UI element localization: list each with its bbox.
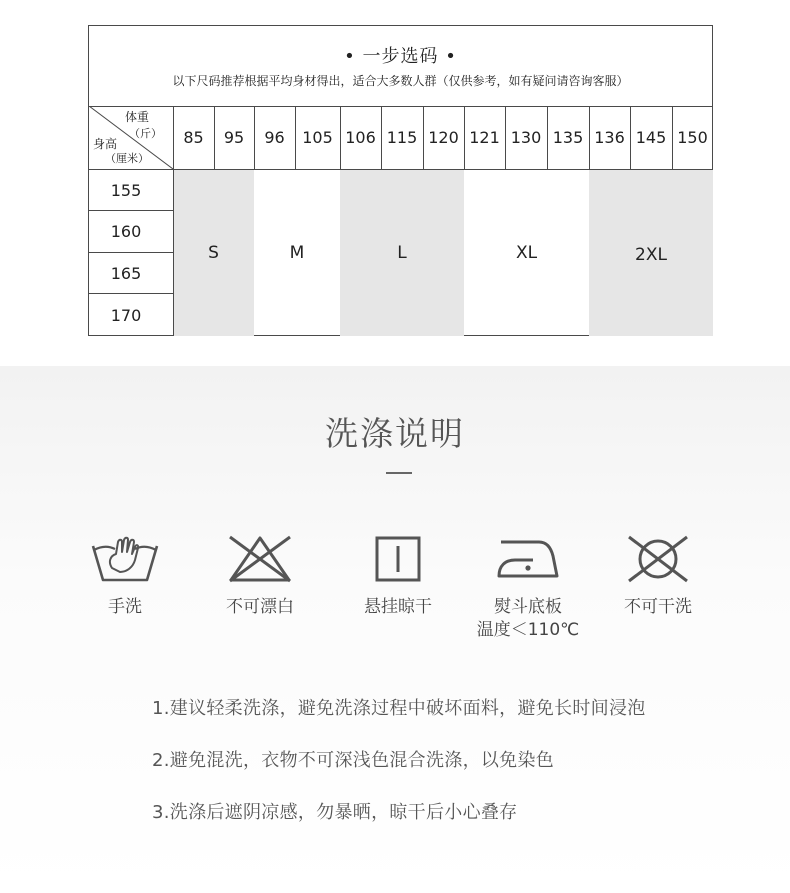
care-item-no-bleach	[195, 534, 325, 619]
no-bleach-icon	[227, 534, 293, 584]
care-item-no-dry-clean	[593, 534, 723, 619]
weight-header: 120	[428, 128, 459, 147]
corner-weight-unit: （斤）	[129, 127, 162, 140]
size-label-2xl: 2XL	[635, 245, 667, 265]
weight-header: 130	[510, 128, 542, 147]
weight-header: 85	[183, 128, 204, 147]
care-item-hang-dry	[333, 534, 463, 619]
title-divider	[386, 472, 412, 474]
iron-low-icon	[495, 534, 561, 584]
hand-wash-icon	[90, 534, 160, 584]
chart-title: • 一步选码 •	[344, 46, 457, 67]
weight-header: 136	[594, 128, 625, 147]
size-label-m: M	[289, 243, 305, 263]
height-cell: 160	[110, 222, 142, 241]
care-label	[463, 596, 593, 642]
care-label: 手洗	[108, 597, 142, 617]
wash-title: 洗涤说明	[325, 414, 465, 453]
height-cell: 165	[110, 263, 142, 283]
wash-note: 1.建议轻柔洗涤，避免洗涤过程中破坏面料，避免长时间浸泡	[152, 698, 646, 719]
weight-header: 115	[386, 128, 418, 147]
size-label-xl: XL	[515, 243, 538, 263]
no-dry-clean-icon	[625, 534, 691, 584]
weight-header: 105	[302, 128, 333, 147]
chart-subtitle: 以下尺码推荐根据平均身材得出，适合大多数人群（仅供参考，如有疑问请咨询客服）	[172, 74, 629, 88]
corner-height-unit: （厘米）	[105, 152, 149, 165]
height-cell: 170	[110, 305, 142, 325]
care-label: 不可干洗	[624, 597, 692, 617]
weight-header: 135	[552, 128, 584, 147]
care-label-line: 温度＜110℃	[476, 620, 580, 640]
care-label-line: 熨斗底板	[494, 597, 562, 617]
weight-header: 96	[264, 128, 285, 147]
corner-height-label: 身高	[93, 137, 118, 151]
care-label: 不可漂白	[226, 597, 294, 617]
size-label-l: L	[397, 243, 407, 263]
size-chart	[88, 25, 713, 336]
size-label-s: S	[208, 243, 219, 263]
care-label: 悬挂晾干	[364, 597, 432, 617]
height-cell: 155	[110, 180, 142, 200]
weight-header: 95	[223, 128, 245, 147]
hang-dry-icon	[373, 534, 423, 584]
care-item-hand-wash	[60, 534, 190, 619]
weight-header: 145	[635, 128, 667, 147]
weight-header: 121	[469, 128, 500, 147]
wash-note: 3.洗涤后遮阴凉感，勿暴晒，晾干后小心叠存	[152, 802, 518, 823]
weight-header: 150	[677, 128, 708, 147]
wash-section	[0, 366, 790, 893]
corner-weight-label: 体重	[125, 110, 150, 124]
wash-note: 2.避免混洗，衣物不可深浅色混合洗涤，以免染色	[152, 750, 555, 771]
weight-header: 106	[345, 128, 376, 147]
care-item-iron	[463, 534, 593, 642]
